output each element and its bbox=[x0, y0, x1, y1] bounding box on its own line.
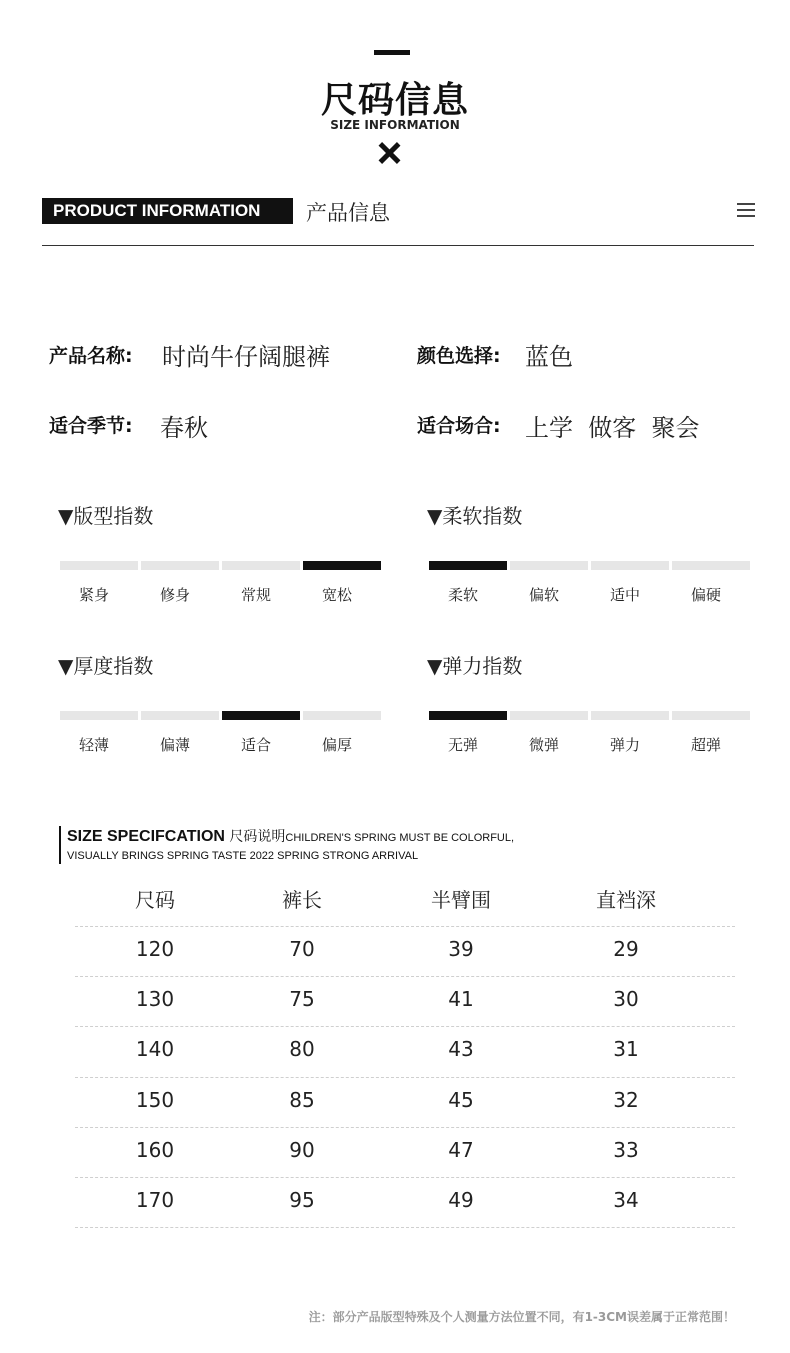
table-cell-pants-length: 85 bbox=[289, 1088, 315, 1112]
page-subtitle: SIZE INFORMATION bbox=[330, 118, 460, 132]
info-key-name: 产品名称: bbox=[49, 345, 133, 367]
index-label-thickness-2: 适合 bbox=[240, 736, 271, 754]
index-segment-thickness-3 bbox=[303, 711, 381, 720]
index-label-elasticity-2: 弹力 bbox=[609, 736, 640, 754]
index-label-softness-3: 偏硬 bbox=[690, 586, 721, 604]
info-key-color: 颜色选择: bbox=[417, 345, 501, 367]
table-cell-pants-length: 90 bbox=[289, 1138, 315, 1162]
info-key-season: 适合季节: bbox=[49, 415, 133, 437]
table-header-rise: 直裆深 bbox=[596, 888, 656, 912]
index-label-fit-0: 紧身 bbox=[78, 586, 109, 604]
index-label-fit-1: 修身 bbox=[159, 586, 190, 604]
footer-note: 注：部分产品版型特殊及个人测量方法位置不同，有1-3CM误差属于正常范围！ bbox=[308, 1310, 735, 1324]
index-label-fit-2: 常规 bbox=[240, 586, 271, 604]
table-cell-rise: 33 bbox=[613, 1138, 639, 1162]
table-cell-size: 120 bbox=[135, 937, 175, 961]
table-cell-half-arm: 43 bbox=[448, 1037, 474, 1061]
index-segment-elasticity-0 bbox=[429, 711, 507, 720]
table-cell-rise: 34 bbox=[613, 1188, 639, 1212]
index-segment-softness-0 bbox=[429, 561, 507, 570]
index-title-softness: ▼柔软指数 bbox=[427, 504, 523, 528]
table-row-divider bbox=[75, 1077, 735, 1078]
table-header-size: 尺码 bbox=[135, 888, 175, 912]
index-segment-elasticity-3 bbox=[672, 711, 750, 720]
index-segment-thickness-0 bbox=[60, 711, 138, 720]
info-value-season: 春秋 bbox=[160, 414, 208, 442]
table-cell-rise: 29 bbox=[613, 937, 639, 961]
table-cell-pants-length: 75 bbox=[289, 987, 315, 1011]
table-cell-half-arm: 41 bbox=[448, 987, 474, 1011]
table-row-divider bbox=[75, 1127, 735, 1128]
spec-title-cn: 尺码说明 bbox=[229, 828, 286, 844]
index-label-softness-0: 柔软 bbox=[447, 586, 478, 604]
index-segment-elasticity-2 bbox=[591, 711, 669, 720]
table-cell-rise: 32 bbox=[613, 1088, 639, 1112]
index-title-elasticity: ▼弹力指数 bbox=[427, 654, 523, 678]
index-label-softness-1: 偏软 bbox=[528, 586, 559, 604]
spec-line1-tail: CHILDREN'S SPRING MUST BE COLORFUL, bbox=[285, 832, 515, 844]
index-segment-softness-3 bbox=[672, 561, 750, 570]
spec-heading bbox=[67, 826, 514, 846]
index-segment-softness-2 bbox=[591, 561, 669, 570]
index-label-elasticity-0: 无弹 bbox=[447, 736, 478, 754]
title-top-bar bbox=[374, 50, 410, 55]
index-label-softness-2: 适中 bbox=[609, 586, 640, 604]
index-segment-elasticity-1 bbox=[510, 711, 588, 720]
index-segment-thickness-2 bbox=[222, 711, 300, 720]
table-cell-half-arm: 47 bbox=[448, 1138, 474, 1162]
index-segment-fit-3 bbox=[303, 561, 381, 570]
index-label-thickness-0: 轻薄 bbox=[78, 736, 109, 754]
info-value-occasion: 上学 做客 聚会 bbox=[525, 414, 700, 442]
table-cell-pants-length: 70 bbox=[289, 937, 315, 961]
info-value-color: 蓝色 bbox=[525, 343, 573, 371]
table-cell-half-arm: 49 bbox=[448, 1188, 474, 1212]
table-cell-size: 160 bbox=[135, 1138, 175, 1162]
table-row-divider bbox=[75, 1026, 735, 1027]
table-cell-rise: 30 bbox=[613, 987, 639, 1011]
header-divider bbox=[42, 245, 754, 246]
index-segment-softness-1 bbox=[510, 561, 588, 570]
table-row-divider bbox=[75, 1177, 735, 1178]
index-label-thickness-1: 偏薄 bbox=[159, 736, 190, 754]
index-segment-fit-0 bbox=[60, 561, 138, 570]
table-header-half-arm: 半臂围 bbox=[431, 888, 491, 912]
table-cell-size: 140 bbox=[135, 1037, 175, 1061]
table-cell-half-arm: 39 bbox=[448, 937, 474, 961]
section-label-cn: 产品信息 bbox=[306, 201, 390, 225]
section-label-en: PRODUCT INFORMATION bbox=[42, 198, 293, 224]
table-cell-rise: 31 bbox=[613, 1037, 639, 1061]
index-title-thickness: ▼厚度指数 bbox=[58, 654, 154, 678]
menu-icon bbox=[737, 203, 755, 217]
table-cell-size: 150 bbox=[135, 1088, 175, 1112]
spec-line2: VISUALLY BRINGS SPRING TASTE 2022 SPRING STRONG ARRIVAL bbox=[67, 850, 419, 862]
index-label-thickness-3: 偏厚 bbox=[321, 736, 352, 754]
cross-icon bbox=[376, 140, 402, 166]
index-title-fit: ▼版型指数 bbox=[58, 504, 154, 528]
table-header-pants-length: 裤长 bbox=[282, 888, 322, 912]
table-row-divider bbox=[75, 976, 735, 977]
table-cell-size: 170 bbox=[135, 1188, 175, 1212]
table-cell-pants-length: 95 bbox=[289, 1188, 315, 1212]
index-segment-fit-1 bbox=[141, 561, 219, 570]
spec-accent-bar bbox=[59, 826, 61, 864]
index-label-fit-3: 宽松 bbox=[321, 586, 352, 604]
table-cell-half-arm: 45 bbox=[448, 1088, 474, 1112]
index-segment-thickness-1 bbox=[141, 711, 219, 720]
info-value-name: 时尚牛仔阔腿裤 bbox=[162, 343, 330, 371]
table-cell-size: 130 bbox=[135, 987, 175, 1011]
info-key-occasion: 适合场合: bbox=[417, 415, 501, 437]
table-row-divider bbox=[75, 926, 735, 927]
table-row-divider bbox=[75, 1227, 735, 1228]
page-title: 尺码信息 bbox=[320, 80, 469, 121]
index-segment-fit-2 bbox=[222, 561, 300, 570]
index-label-elasticity-3: 超弹 bbox=[690, 736, 721, 754]
index-label-elasticity-1: 微弹 bbox=[528, 736, 559, 754]
spec-title-en: SIZE SPECIFCATION bbox=[67, 828, 225, 845]
table-cell-pants-length: 80 bbox=[289, 1037, 315, 1061]
